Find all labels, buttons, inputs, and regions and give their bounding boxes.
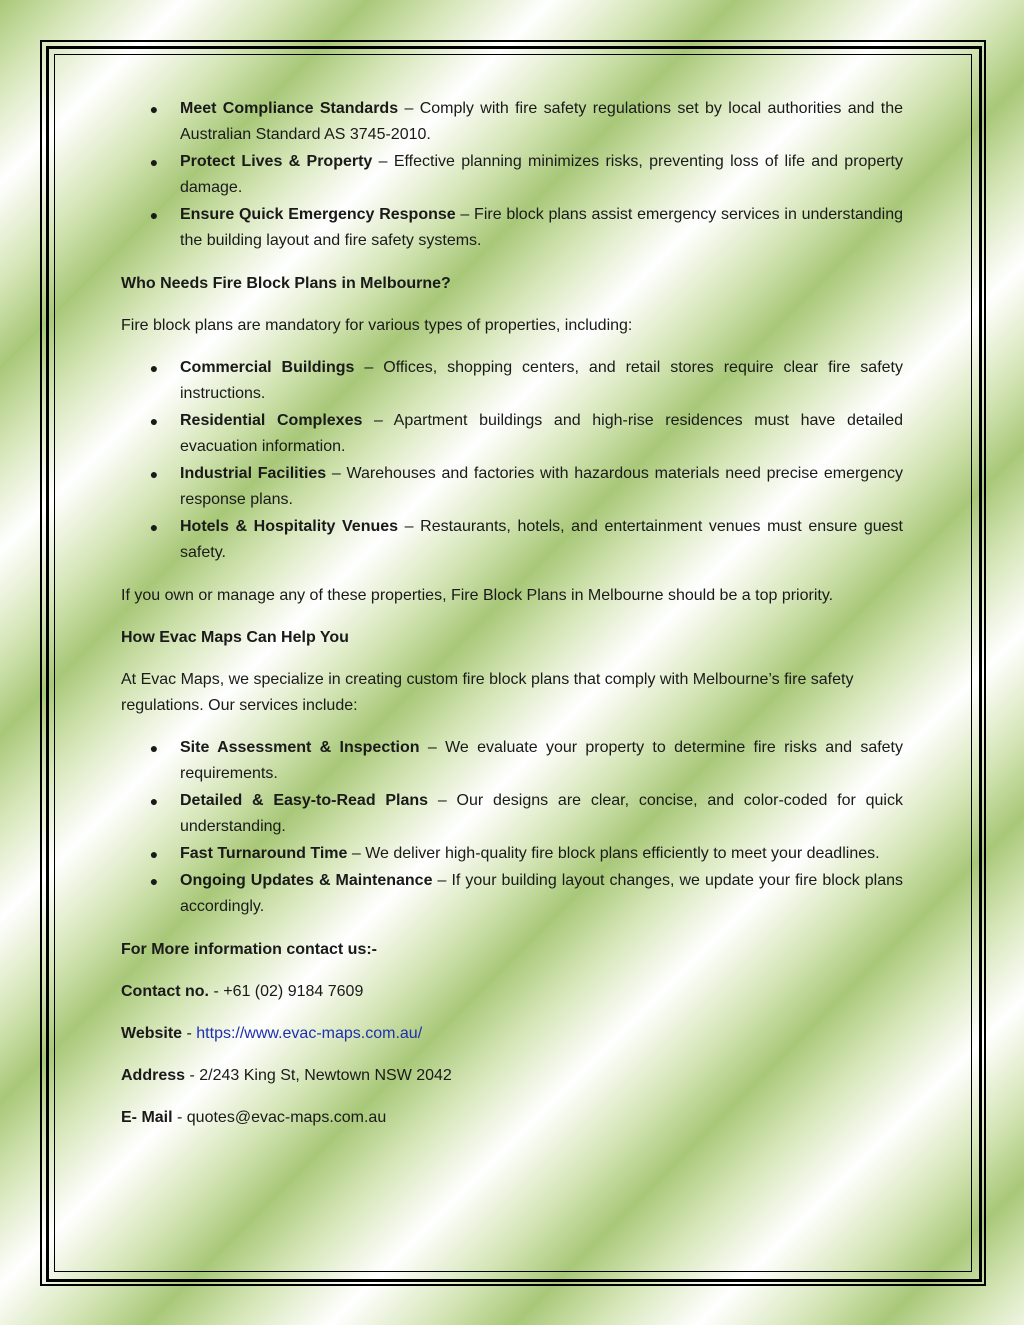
paragraph-who-intro: Fire block plans are mandatory for various types of properties, including:: [121, 317, 633, 334]
services-list: [121, 735, 903, 920]
paragraph-priority: If you own or manage any of these properties, Fire Block Plans in Melbourne should be a top priority.: [121, 587, 834, 604]
contact-email: [121, 1105, 903, 1131]
bullet-icon: ●: [149, 740, 159, 756]
list-item: ● Fast Turnaround Time – We deliver high-quality fire block plans efficiently to meet your deadlines.: [121, 841, 903, 867]
email-label: E- Mail: [121, 1109, 173, 1126]
bullet-icon: ●: [149, 154, 159, 170]
bullet-icon: ●: [149, 873, 159, 889]
phone-value: - +61 (02) 9184 7609: [209, 983, 364, 1000]
website-label: Website: [121, 1025, 183, 1042]
list-item: ● Hotels & Hospitality Venues – Restaurants, hotels, and entertainment venues must ensure guest safety.: [121, 514, 903, 566]
bullet-icon: ●: [149, 207, 159, 223]
list-item: ● Ongoing Updates & Maintenance – If your building layout changes, we update your fire block plans accordingly.: [121, 868, 903, 920]
benefits-list: [121, 96, 903, 254]
list-item: ● Residential Complexes – Apartment buildings and high-rise residences must have detailed evacuation information.: [121, 408, 903, 460]
bullet-icon: ●: [149, 846, 159, 862]
bullet-icon: ●: [149, 413, 159, 429]
bullet-icon: ●: [149, 519, 159, 535]
bullet-icon: ●: [149, 101, 159, 117]
contact-phone: [121, 979, 903, 1005]
section-heading-who: Who Needs Fire Block Plans in Melbourne?: [121, 275, 451, 292]
section-heading-how: How Evac Maps Can Help You: [121, 629, 349, 646]
website-link[interactable]: https://www.evac-maps.com.au/: [196, 1025, 423, 1042]
list-item: ● Ensure Quick Emergency Response – Fire block plans assist emergency services in understanding the building layout and fire safety systems.: [121, 202, 903, 254]
list-item: ● Protect Lives & Property – Effective planning minimizes risks, preventing loss of life and property damage.: [121, 149, 903, 201]
paragraph-how-intro: At Evac Maps, we specialize in creating custom fire block plans that comply with Melbourne’s fire safety regulations. Our services include:: [121, 671, 854, 714]
contact-heading: For More information contact us:-: [121, 941, 377, 958]
property-types-list: [121, 355, 903, 566]
list-item: ● Detailed & Easy-to-Read Plans – Our designs are clear, concise, and color-coded for quick understanding.: [121, 788, 903, 840]
contact-website: Website - https://www.evac-maps.com.au/: [121, 1025, 423, 1042]
list-item: ● Commercial Buildings – Offices, shopping centers, and retail stores require clear fire safety instructions.: [121, 355, 903, 407]
list-item: ● Site Assessment & Inspection – We evaluate your property to determine fire risks and safety requirements.: [121, 735, 903, 787]
address-value: - 2/243 King St, Newtown NSW 2042: [185, 1067, 452, 1084]
bullet-icon: ●: [149, 466, 159, 482]
contact-address: [121, 1063, 903, 1089]
bullet-icon: ●: [149, 793, 159, 809]
phone-label: Contact no.: [121, 983, 209, 1000]
document-body: [121, 96, 903, 1131]
email-value: - quotes@evac-maps.com.au: [172, 1109, 387, 1126]
address-label: Address: [121, 1067, 186, 1084]
list-item: ● Industrial Facilities – Warehouses and factories with hazardous materials need precise emergency response plans.: [121, 461, 903, 513]
bullet-icon: ●: [149, 360, 159, 376]
list-item: ● Meet Compliance Standards – Comply with fire safety regulations set by local authorities and the Australian Standard AS 3745-2010.: [121, 96, 903, 148]
